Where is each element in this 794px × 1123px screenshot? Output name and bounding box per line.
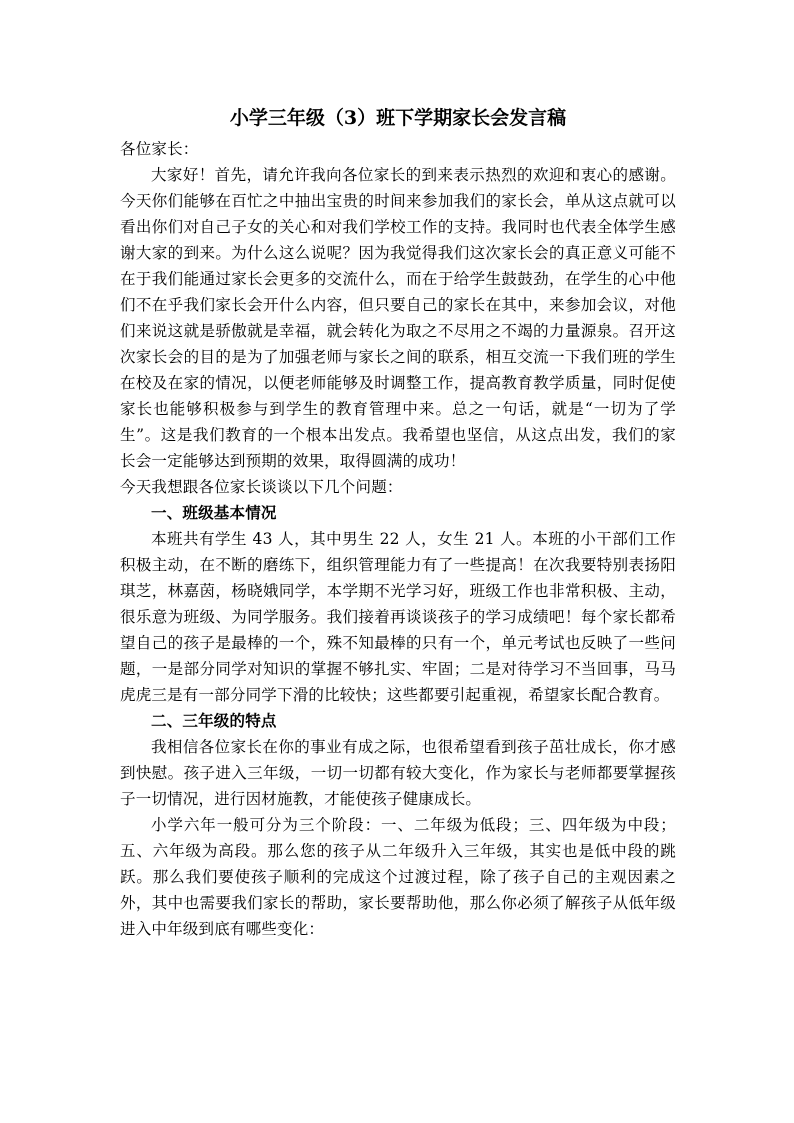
paragraph-class-info: 本班共有学生 43 人，其中男生 22 人，女生 21 人。本班的小干部们工作积极主动，在不断的磨练下，组织管理能力有了一些提高！在次我要特别表扬阳琪芝，林嘉茵，杨晓娥同学，本学期不光学习好，班级工作也非常积极、主动，很乐意为班级、为同学服务。我们接着再谈谈孩子的学习成绩吧！每个家长都希望自己的孩子是最棒的一个，殊不知最棒的只有一个，单元考试也反映了一些问题，一是部分同学对知识的掌握不够扎实、牢固；二是对待学习不当回事，马马虎虎三是有一部分同学下滑的比较快；这些都要引起重视，希望家长配合教育。 [120,530,676,704]
salutation: 各位家长： [120,140,199,158]
section-heading-grade-features: 二、三年级的特点 [151,711,277,730]
paragraph-grade-features-1: 我相信各位家长在你的事业有成之际，也很希望看到孩子茁壮成长，你才感到快慰。孩子进入三年级，一切一切都有较大变化，作为家长与老师都要掌握孩子一切情况，进行因材施教，才能使孩子健康成长。 [120,738,676,808]
section-heading-class-info: 一、班级基本情况 [151,503,277,522]
paragraph-intro: 今天我想跟各位家长谈谈以下几个问题： [120,478,403,496]
paragraph-grade-features-2: 小学六年一般可分为三个阶段：一、二年级为低段；三、四年级为中段；五、六年级为高段。那么您的孩子从二年级升入三年级，其实也是低中段的跳跃。那么我们要使孩子顺利的完成这个过渡过程，除了孩子自己的主观因素之外，其中也需要我们家长的帮助，家长要帮助他，那么你必须了解孩子从低年级进入中年级到底有哪些变化： [120,816,676,938]
document-page [120,104,676,942]
document-title: 小学三年级（3）班下学期家长会发言稿 [229,107,567,129]
paragraph-welcome: 大家好！首先，请允许我向各位家长的到来表示热烈的欢迎和衷心的感谢。今天你们能够在百忙之中抽出宝贵的时间来参加我们的家长会，单从这点就可以看出你们对自己子女的关心和对我们学校工作的支持。我同时也代表全体学生感谢大家的到来。为什么这么说呢？因为我觉得我们这次家长会的真正意义可能不在于我们能通过家长会更多的交流什么，而在于给学生鼓鼓劲，在学生的心中他们不在乎我们家长会开什么内容，但只要自己的家长在其中，来参加会议，对他们来说这就是骄傲就是幸福，就会转化为取之不尽用之不竭的力量源泉。召开这次家长会的目的是为了加强老师与家长之间的联系，相互交流一下我们班的学生在校及在家的情况，以便老师能够及时调整工作，提高教育教学质量，同时促使家长也能够积极参与到学生的教育管理中来。总之一句话，就是“一切为了学生”。这是我们教育的一个根本出发点。我希望也坚信，从这点出发，我们的家长会一定能够达到预期的效果，取得圆满的成功！ [120,166,676,470]
